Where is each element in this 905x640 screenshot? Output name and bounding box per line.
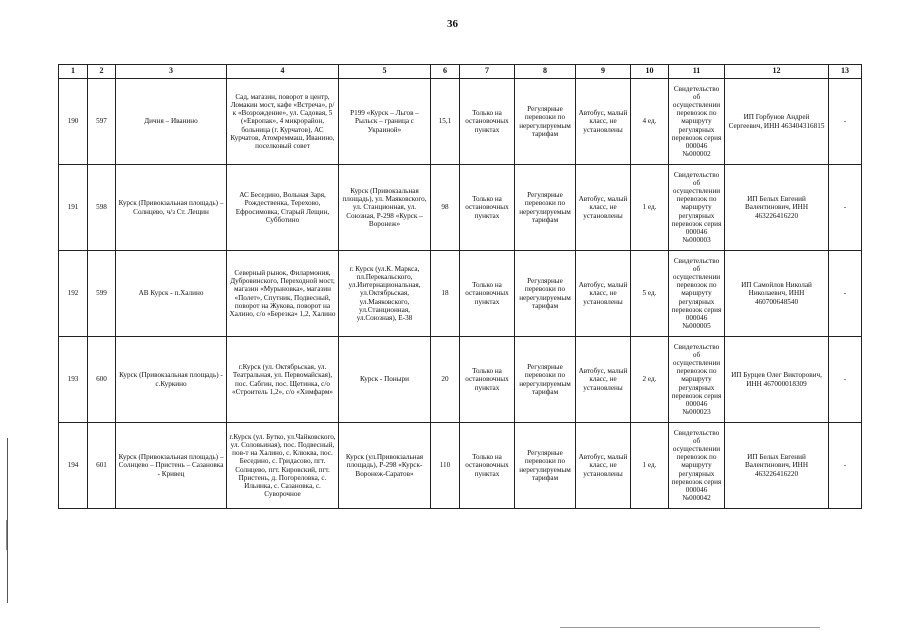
table-row	[59, 337, 862, 423]
cell-route-number: 598	[88, 165, 116, 251]
cell-vehicle-count: 4 ед.	[631, 79, 669, 165]
cell-route-number: 600	[88, 337, 116, 423]
column-header: 1	[59, 65, 88, 79]
cell-certificate: Свидетельство об осуществлении перевозок по маршруту регулярных перевозок серия 000046 №000023	[669, 337, 725, 423]
cell-vehicle: Автобус, малый класс, не установлены	[576, 79, 631, 165]
cell-notes: -	[829, 165, 862, 251]
cell-route-name: Курск (Привокзальная площадь) – Солнцево, ч/з Ст. Лещин	[116, 165, 227, 251]
cell-vehicle-count: 5 ед.	[631, 251, 669, 337]
table-row	[59, 79, 862, 165]
cell-stops: г.Курск (ул. Бутко, ул.Чайковского, ул. Соловьиная), пос. Подвесный, пов-т на Халино, с. Клюква, пос. Беседино, с. Гридасово, пгт. Солнцево, пгт. Кировский, пгт. Пристень, д. Погореловка, с. Ильинка, с. Сазановка, с. Суворочное	[227, 423, 339, 509]
cell-route-number: 597	[88, 79, 116, 165]
cell-certificate: Свидетельство об осуществлении перевозок по маршруту регулярных перевозок серия 000046 №000042	[669, 423, 725, 509]
table-header-row	[59, 65, 862, 79]
cell-length: 15,1	[431, 79, 460, 165]
cell-stops: Северный рынок, Филармония, Дубровинского, Переходной мост, магазин «Мурыновка», магазин «Полет», Спутник, Подвесный, поворот на Жукова, поворот на Халино, с/о «Березка» 1,2, Халино	[227, 251, 339, 337]
cell-stops: Сад, магазин, поворот в центр, Ломакин мост, кафе «Встреча», р/к «Возрождение», ул. Садовая, 5 («Европак», 4 микрорайон, больница (г. Курчатов), АС Курчатов, Атомреммаш, Иванино, поселковый совет	[227, 79, 339, 165]
scan-edge-line	[6, 520, 7, 550]
cell-stops: г.Курск (ул. Октябрьская, ул. Театральная, ул. Первомайская), пос. Сабгин, пос. Щетинка, с/о «Строитель 1,2», с/о «Химфарм»	[227, 337, 339, 423]
cell-streets: Курск - Поныри	[339, 337, 431, 423]
cell-stops: АС Беседино, Вольная Заря, Рождественка, Терехово, Ефросимовка, Старый Лещин, Субботино	[227, 165, 339, 251]
cell-boarding: Только на остановочных пунктах	[460, 337, 515, 423]
cell-vehicle: Автобус, малый класс, не установлены	[576, 251, 631, 337]
column-header: 13	[829, 65, 862, 79]
cell-transport-type: Регулярные перевозки по нерегулируемым тарифам	[515, 165, 576, 251]
column-header: 12	[725, 65, 829, 79]
cell-vehicle-count: 1 ед.	[631, 165, 669, 251]
cell-boarding: Только на остановочных пунктах	[460, 251, 515, 337]
cell-transport-type: Регулярные перевозки по нерегулируемым тарифам	[515, 423, 576, 509]
cell-route-name: АВ Курск - п.Халино	[116, 251, 227, 337]
column-header: 2	[88, 65, 116, 79]
column-header: 6	[431, 65, 460, 79]
scan-edge-line	[560, 627, 820, 628]
cell-row-number: 192	[59, 251, 88, 337]
cell-certificate: Свидетельство об осуществлении перевозок по маршруту регулярных перевозок серия 000046 №000003	[669, 165, 725, 251]
cell-row-number: 193	[59, 337, 88, 423]
cell-carrier: ИП Белых Евгений Валентинович, ИНН 463226416220	[725, 423, 829, 509]
cell-length: 18	[431, 251, 460, 337]
cell-streets: Курск (Привокзальная площадь), ул. Маяковского, ул. Станционная, ул. Союзная, Р-298 «Курск – Воронеж»	[339, 165, 431, 251]
cell-route-name: Дичня – Иванино	[116, 79, 227, 165]
column-header: 9	[576, 65, 631, 79]
cell-streets: Р199 «Курск – Льгов – Рыльск – граница с Украиной»	[339, 79, 431, 165]
table-row	[59, 165, 862, 251]
column-header: 7	[460, 65, 515, 79]
cell-length: 98	[431, 165, 460, 251]
cell-carrier: ИП Белых Евгений Валентинович, ИНН 463226416220	[725, 165, 829, 251]
column-header: 10	[631, 65, 669, 79]
cell-route-number: 601	[88, 423, 116, 509]
cell-length: 20	[431, 337, 460, 423]
scan-edge-line	[7, 438, 8, 603]
cell-carrier: ИП Горбунов Андрей Сергеевич, ИНН 463404316815	[725, 79, 829, 165]
cell-row-number: 194	[59, 423, 88, 509]
cell-row-number: 191	[59, 165, 88, 251]
cell-vehicle: Автобус, малый класс, не установлены	[576, 165, 631, 251]
cell-certificate: Свидетельство об осуществлении перевозок по маршруту регулярных перевозок серия 000046 №000002	[669, 79, 725, 165]
cell-streets: г. Курск (ул.К. Маркса, пл.Перекальского, ул.Интернациональная, ул.Октябрьская, ул.Маяковского, ул.Станционная, ул.Союзная), Е-38	[339, 251, 431, 337]
cell-notes: -	[829, 337, 862, 423]
cell-transport-type: Регулярные перевозки по нерегулируемым тарифам	[515, 79, 576, 165]
table-row	[59, 251, 862, 337]
cell-notes: -	[829, 251, 862, 337]
cell-vehicle-count: 1 ед.	[631, 423, 669, 509]
cell-route-number: 599	[88, 251, 116, 337]
column-header: 5	[339, 65, 431, 79]
cell-route-name: Курск (Привокзальная площадь) – Солнцево – Пристень – Сазановка - Кривец	[116, 423, 227, 509]
cell-vehicle: Автобус, малый класс, не установлены	[576, 337, 631, 423]
column-header: 3	[116, 65, 227, 79]
cell-notes: -	[829, 79, 862, 165]
cell-row-number: 190	[59, 79, 88, 165]
cell-certificate: Свидетельство об осуществлении перевозок по маршруту регулярных перевозок серия 000046 №000005	[669, 251, 725, 337]
cell-transport-type: Регулярные перевозки по нерегулируемым тарифам	[515, 251, 576, 337]
column-header: 4	[227, 65, 339, 79]
cell-carrier: ИП Бурцев Олег Викторович, ИНН 467000018309	[725, 337, 829, 423]
cell-boarding: Только на остановочных пунктах	[460, 79, 515, 165]
cell-streets: Курск (ул.Привокзальная площадь), Р-298 «Курск-Воронеж-Саратов»	[339, 423, 431, 509]
cell-length: 110	[431, 423, 460, 509]
routes-table	[58, 64, 862, 509]
table-row	[59, 423, 862, 509]
column-header: 8	[515, 65, 576, 79]
cell-vehicle: Автобус, малый класс, не установлены	[576, 423, 631, 509]
page-number: 36	[447, 18, 458, 30]
cell-boarding: Только на остановочных пунктах	[460, 165, 515, 251]
cell-notes: -	[829, 423, 862, 509]
column-header: 11	[669, 65, 725, 79]
cell-boarding: Только на остановочных пунктах	[460, 423, 515, 509]
cell-transport-type: Регулярные перевозки по нерегулируемым тарифам	[515, 337, 576, 423]
cell-route-name: Курск (Привокзальная площадь) - с.Куркино	[116, 337, 227, 423]
cell-carrier: ИП Самойлов Николай Николаевич, ИНН 460700648540	[725, 251, 829, 337]
cell-vehicle-count: 2 ед.	[631, 337, 669, 423]
